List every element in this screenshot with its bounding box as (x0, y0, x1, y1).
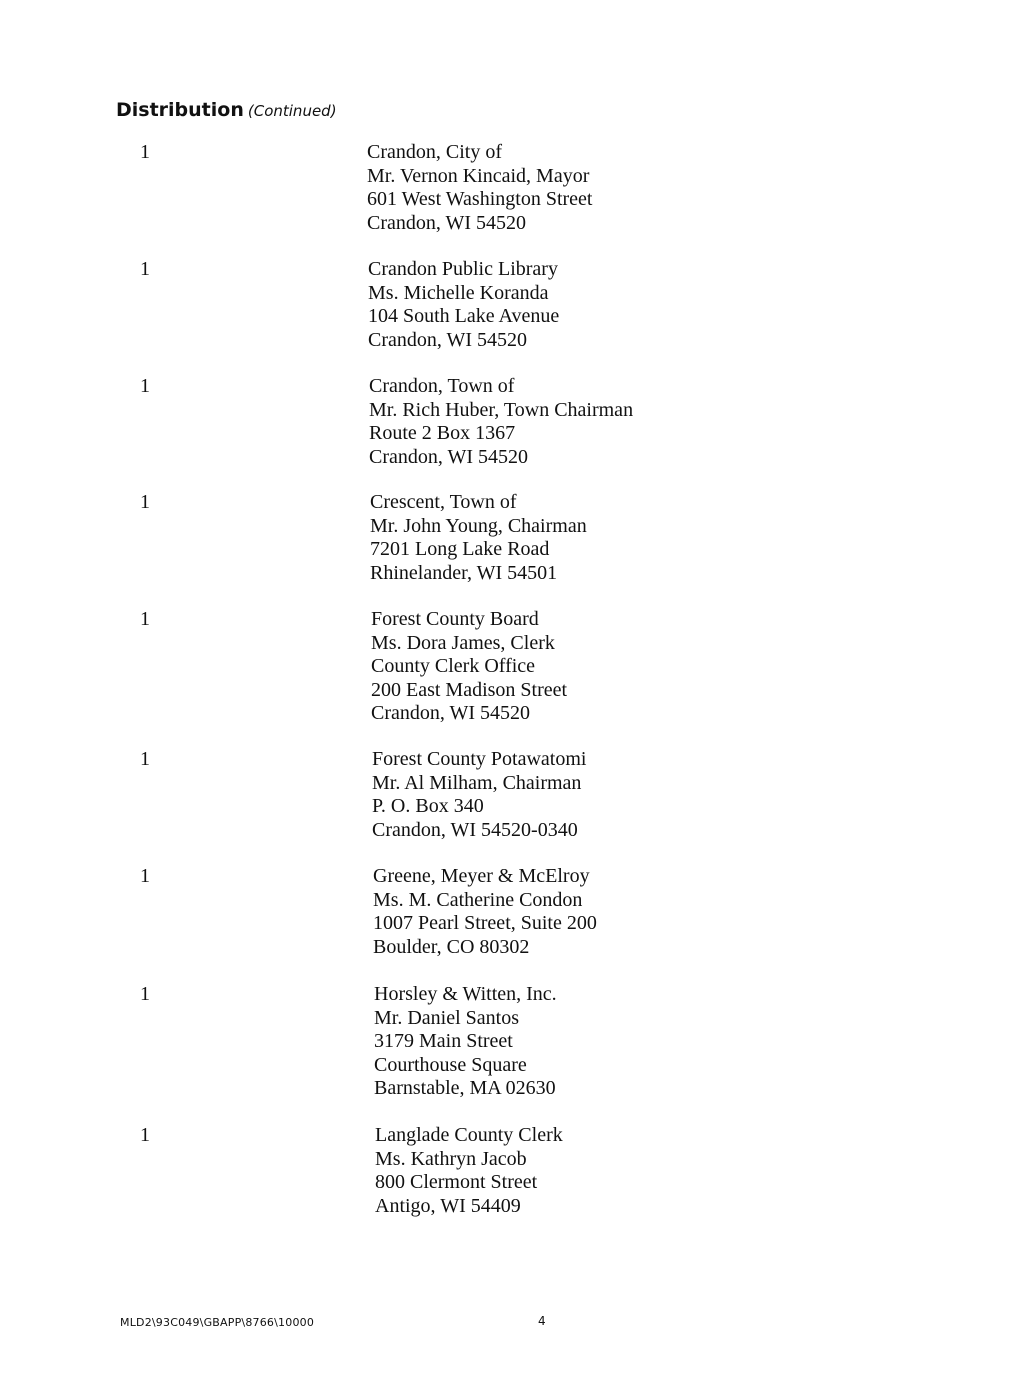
address-line: Crandon, WI 54520 (367, 211, 527, 234)
page-number: 4 (538, 1314, 546, 1328)
address-line: Mr. Daniel Santos (374, 1006, 519, 1029)
entry-quantity: 1 (140, 865, 150, 887)
entry-quantity: 1 (140, 258, 150, 280)
entry-address (374, 983, 557, 1101)
address-line: Rhinelander, WI 54501 (370, 561, 558, 584)
address-line: P. O. Box 340 (372, 795, 484, 817)
address-line: Ms. Michelle Koranda (368, 281, 549, 304)
address-line: Mr. Vernon Kincaid, Mayor (367, 164, 590, 187)
address-line: Crandon, WI 54520 (368, 328, 528, 351)
address-line: Mr. Al Milham, Chairman (372, 771, 582, 794)
entry-quantity: 1 (140, 491, 150, 513)
address-line: County Clerk Office (371, 655, 536, 677)
entry-address (373, 865, 597, 959)
entry-address (369, 375, 633, 469)
address-line: Crandon, City of (367, 141, 502, 163)
address-line: Antigo, WI 54409 (375, 1194, 521, 1217)
entry-quantity: 1 (140, 375, 150, 397)
address-line: Greene, Meyer & McElroy (373, 865, 590, 887)
address-line: 800 Clermont Street (375, 1171, 538, 1193)
continued-subtitle: (Continued) (247, 102, 337, 120)
address-line: 104 South Lake Avenue (368, 305, 560, 327)
address-line: Crandon Public Library (368, 258, 558, 280)
address-line: Barnstable, MA 02630 (374, 1077, 556, 1099)
entry-address (372, 748, 586, 842)
address-line: Langlade County Clerk (375, 1124, 563, 1146)
distribution-title: Distribution (116, 99, 244, 121)
address-line: Ms. Dora James, Clerk (371, 631, 555, 654)
address-line: Mr. John Young, Chairman (370, 514, 587, 537)
entry-quantity: 1 (140, 141, 150, 163)
address-line: Crandon, Town of (369, 375, 515, 397)
entry-address (371, 608, 567, 726)
entry-address (367, 141, 592, 235)
page-heading (116, 96, 337, 125)
address-line: Courthouse Square (374, 1053, 527, 1076)
address-line: Forest County Board (371, 608, 539, 630)
entry-address (368, 258, 559, 352)
address-line: 1007 Pearl Street, Suite 200 (373, 912, 597, 934)
address-line: Route 2 Box 1367 (369, 422, 516, 444)
entry-quantity: 1 (140, 1124, 150, 1146)
address-line: Ms. Kathryn Jacob (375, 1147, 527, 1170)
address-line: Crescent, Town of (370, 491, 517, 513)
entry-quantity: 1 (140, 983, 150, 1005)
address-line: Crandon, WI 54520 (369, 445, 529, 468)
entry-quantity: 1 (140, 748, 150, 770)
address-line: Crandon, WI 54520-0340 (372, 818, 578, 841)
address-line: 601 West Washington Street (367, 188, 593, 210)
address-line: Ms. M. Catherine Condon (373, 888, 583, 911)
document-path-code: MLD2\93C049\GBAPP\8766\10000 (120, 1316, 315, 1329)
address-line: Forest County Potawatomi (372, 748, 587, 770)
address-line: 3179 Main Street (374, 1030, 513, 1052)
address-line: Mr. Rich Huber, Town Chairman (369, 398, 634, 421)
address-line: 200 East Madison Street (371, 678, 568, 701)
address-line: Boulder, CO 80302 (373, 935, 530, 958)
entry-quantity: 1 (140, 608, 150, 630)
address-line: 7201 Long Lake Road (370, 538, 550, 560)
entry-address (375, 1124, 563, 1218)
address-line: Horsley & Witten, Inc. (374, 983, 557, 1005)
address-line: Crandon, WI 54520 (371, 702, 531, 724)
entry-address (370, 491, 587, 585)
